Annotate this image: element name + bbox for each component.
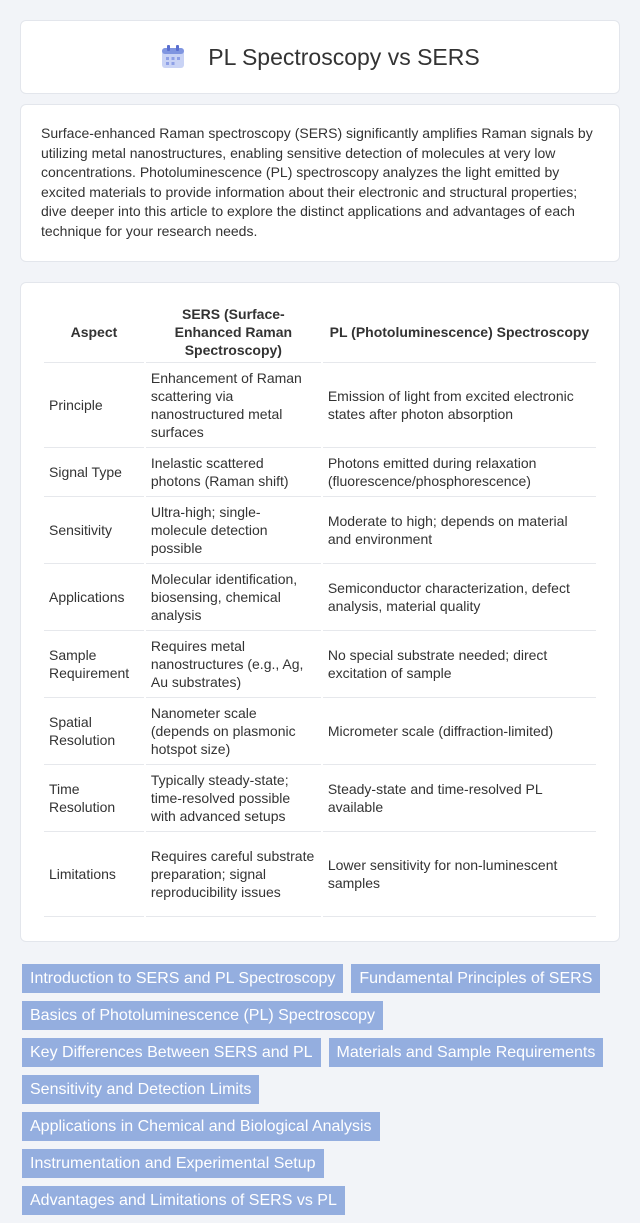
table-header-row [44, 301, 596, 363]
topic-link[interactable]: Introduction to SERS and PL Spectroscopy [22, 964, 343, 993]
table-row [44, 765, 596, 832]
topic-link[interactable]: Key Differences Between SERS and PL [22, 1038, 321, 1067]
table-cell: Lower sensitivity for non-luminescent samples [323, 832, 596, 917]
page-header [20, 20, 620, 94]
comparison-table [42, 301, 598, 917]
table-cell: Inelastic scattered photons (Raman shift) [146, 448, 321, 497]
table-cell: Ultra-high; single-molecule detection possible [146, 497, 321, 564]
topic-link[interactable]: Instrumentation and Experimental Setup [22, 1149, 324, 1178]
table-row [44, 832, 596, 917]
table-cell: Sensitivity [44, 497, 144, 564]
topic-links [22, 964, 618, 1223]
page-title: PL Spectroscopy vs SERS [208, 43, 480, 70]
topic-link[interactable]: Fundamental Principles of SERS [351, 964, 600, 993]
table-cell: Applications [44, 564, 144, 631]
table-row [44, 448, 596, 497]
table-cell: Time Resolution [44, 765, 144, 832]
calendar-icon [160, 44, 186, 70]
topic-link[interactable]: Materials and Sample Requirements [329, 1038, 604, 1067]
table-cell: Typically steady-state; time-resolved possible with advanced setups [146, 765, 321, 832]
topic-link[interactable]: Basics of Photoluminescence (PL) Spectroscopy [22, 1001, 383, 1030]
table-cell: Moderate to high; depends on material and environment [323, 497, 596, 564]
table-cell: Sample Requirement [44, 631, 144, 698]
table-row [44, 698, 596, 765]
table-cell: Requires careful substrate preparation; signal reproducibility issues [146, 832, 321, 917]
table-cell: Limitations [44, 832, 144, 917]
header-aspect: Aspect [44, 301, 144, 363]
table-cell: Signal Type [44, 448, 144, 497]
header-sers: SERS (Surface-Enhanced Raman Spectroscopy) [146, 301, 321, 363]
table-cell: Semiconductor characterization, defect analysis, material quality [323, 564, 596, 631]
intro-card [20, 104, 620, 262]
table-cell: Requires metal nanostructures (e.g., Ag, Au substrates) [146, 631, 321, 698]
table-cell: Emission of light from excited electronic states after photon absorption [323, 363, 596, 448]
table-cell: Steady-state and time-resolved PL available [323, 765, 596, 832]
table-row [44, 497, 596, 564]
table-cell: Micrometer scale (diffraction-limited) [323, 698, 596, 765]
topic-link[interactable]: Advantages and Limitations of SERS vs PL [22, 1186, 345, 1215]
topic-link[interactable]: Applications in Chemical and Biological Analysis [22, 1112, 380, 1141]
intro-text: Surface-enhanced Raman spectroscopy (SERS) significantly amplifies Raman signals by utilizing metal nanostructures, enabling sensitive detection of molecules at very low concentrations. Photoluminescence (PL) spectroscopy analyzes the light emitted by excited materials to provide information about their electronic and structural properties; dive deeper into this article to explore the distinct applications and advantages of each technique for your research needs. [41, 125, 593, 239]
table-cell: Spatial Resolution [44, 698, 144, 765]
table-row [44, 363, 596, 448]
header-pl: PL (Photoluminescence) Spectroscopy [323, 301, 596, 363]
table-row [44, 631, 596, 698]
comparison-card [20, 282, 620, 942]
table-cell: Enhancement of Raman scattering via nanostructured metal surfaces [146, 363, 321, 448]
table-row [44, 564, 596, 631]
table-cell: Principle [44, 363, 144, 448]
table-cell: Nanometer scale (depends on plasmonic hotspot size) [146, 698, 321, 765]
topic-link[interactable]: Sensitivity and Detection Limits [22, 1075, 259, 1104]
table-cell: No special substrate needed; direct excitation of sample [323, 631, 596, 698]
table-cell: Molecular identification, biosensing, chemical analysis [146, 564, 321, 631]
table-cell: Photons emitted during relaxation (fluorescence/phosphorescence) [323, 448, 596, 497]
